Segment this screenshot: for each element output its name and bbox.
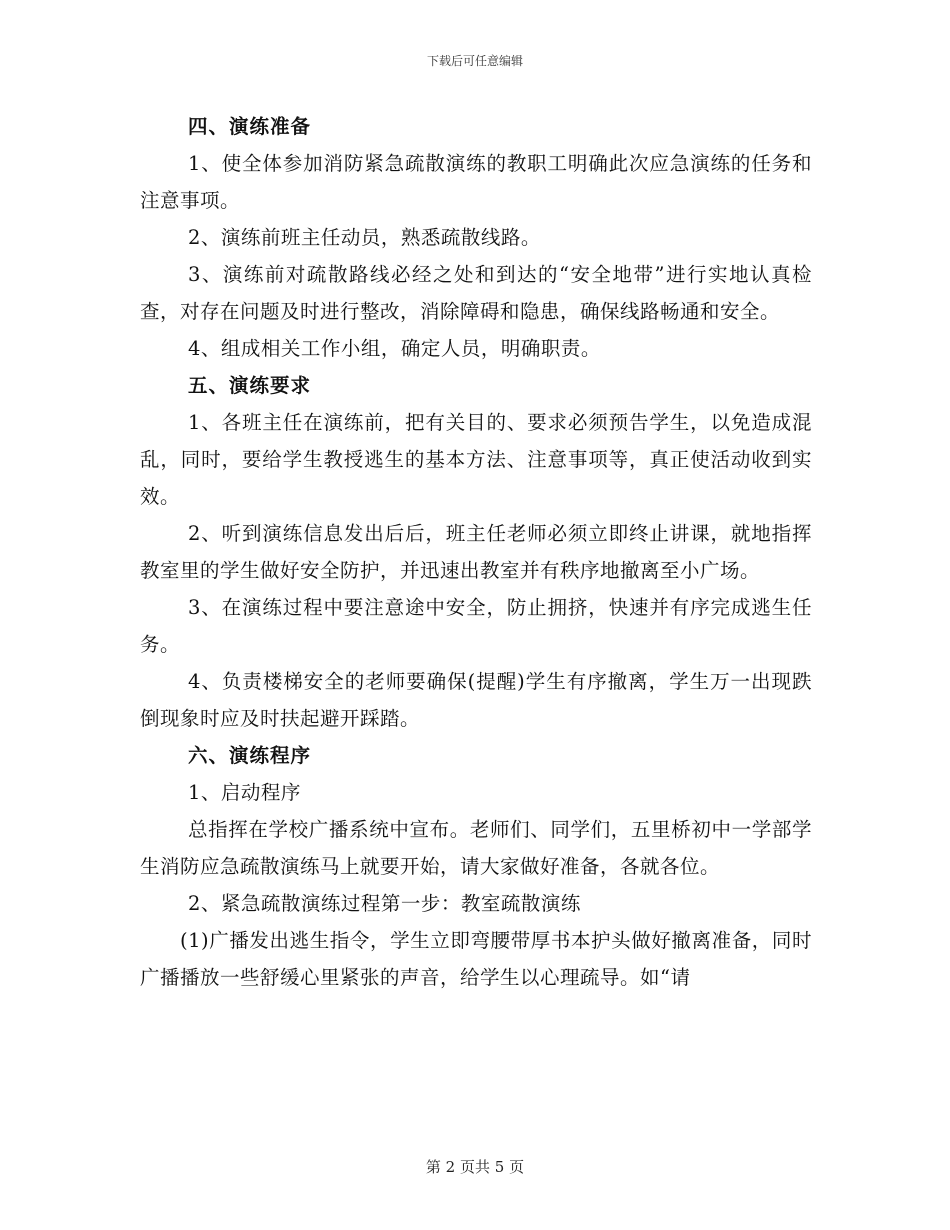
document-body bbox=[140, 108, 812, 996]
paragraph: 总指挥在学校广播系统中宣布。老师们、同学们，五里桥初中一学部学生消防应急疏散演练马上就要开始，请大家做好准备，各就各位。 bbox=[140, 818, 812, 878]
paragraph: 4、组成相关工作小组，确定人员，明确职责。 bbox=[188, 337, 601, 360]
paragraph: (1)广播发出逃生指令，学生立即弯腰带厚书本护头做好撤离准备，同时广播播放一些舒缓心里紧张的声音，给学生以心理疏导。如“请 bbox=[140, 929, 812, 989]
paragraph: 2、听到演练信息发出后后，班主任老师必须立即终止讲课，就地指挥教室里的学生做好安全防护，并迅速出教室并有秩序地撤离至小广场。 bbox=[140, 522, 812, 582]
paragraph: 1、使全体参加消防紧急疏散演练的教职工明确此次应急演练的任务和注意事项。 bbox=[140, 152, 812, 212]
section-heading-5: 五、演练要求 bbox=[188, 374, 312, 397]
paragraph: 2、紧急疏散演练过程第一步：教室疏散演练 bbox=[188, 892, 581, 915]
page-footer: 第 2 页共 5 页 bbox=[425, 1158, 525, 1176]
paragraph: 4、负责楼梯安全的老师要确保(提醒)学生有序撤离，学生万一出现跌倒现象时应及时扶起避开踩踏。 bbox=[140, 670, 812, 730]
paragraph: 1、各班主任在演练前，把有关目的、要求必须预告学生，以免造成混乱，同时，要给学生教授逃生的基本方法、注意事项等，真正使活动收到实效。 bbox=[140, 411, 812, 508]
section-heading-4: 四、演练准备 bbox=[188, 115, 312, 138]
paragraph: 3、演练前对疏散路线必经之处和到达的“安全地带”进行实地认真检查，对存在问题及时进行整改，消除障碍和隐患，确保线路畅通和安全。 bbox=[140, 263, 812, 323]
page-header: 下载后可任意编辑 bbox=[426, 54, 523, 68]
section-heading-6: 六、演练程序 bbox=[188, 744, 312, 767]
paragraph: 1、启动程序 bbox=[188, 781, 301, 804]
paragraph: 3、在演练过程中要注意途中安全，防止拥挤，快速并有序完成逃生任务。 bbox=[140, 596, 812, 656]
paragraph: 2、演练前班主任动员，熟悉疏散线路。 bbox=[188, 226, 541, 249]
